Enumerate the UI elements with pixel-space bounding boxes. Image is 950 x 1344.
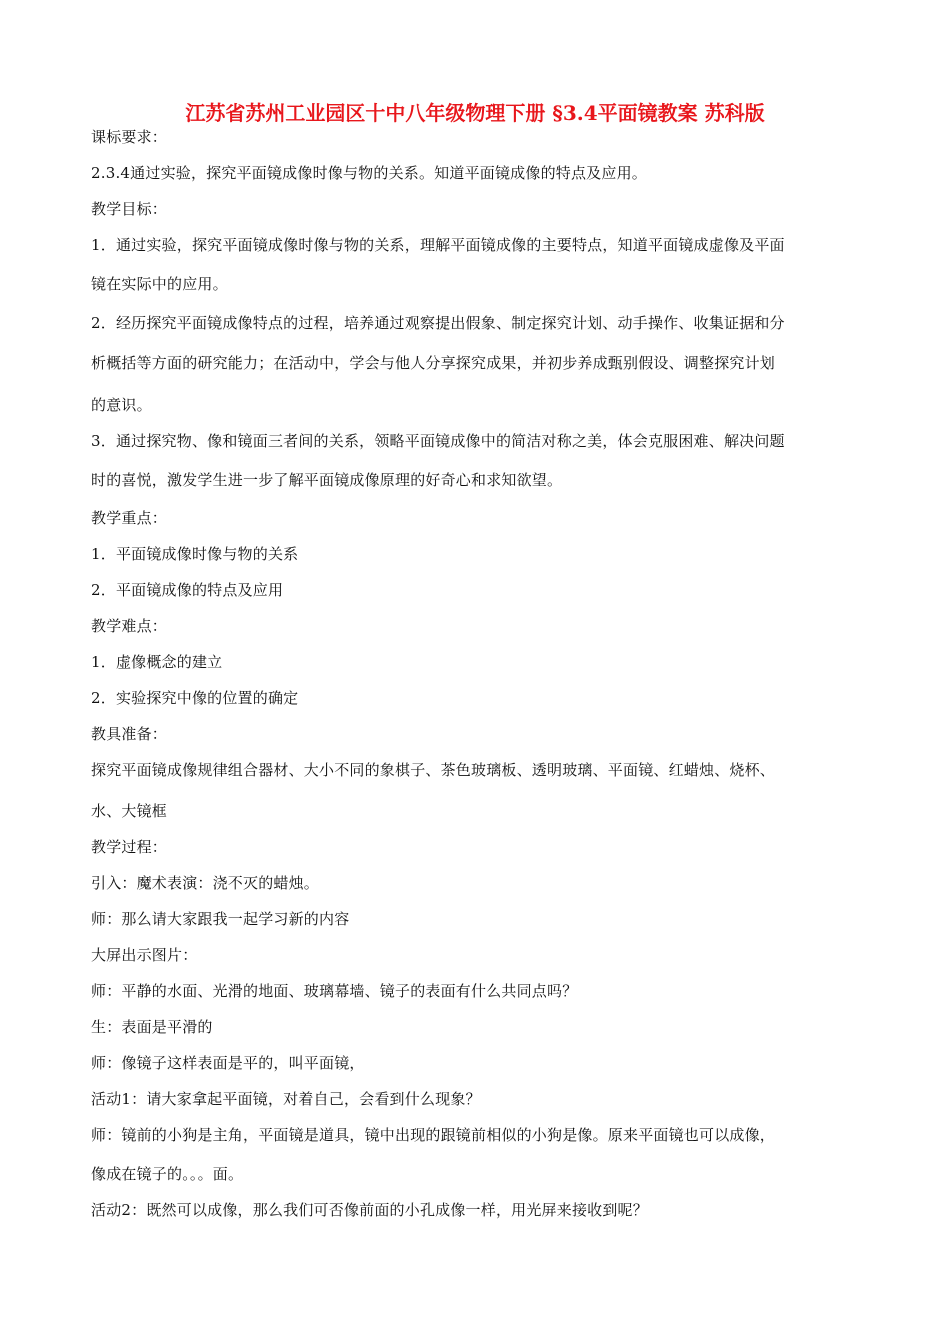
paragraph-line: 2．平面镜成像的特点及应用 [91, 581, 284, 599]
paragraph-line: 探究平面镜成像规律组合器材、大小不同的象棋子、茶色玻璃板、透明玻璃、平面镜、红蜡烛、烧杯、 [91, 761, 776, 779]
paragraph-line: 引入：魔术表演：浇不灭的蜡烛。 [91, 874, 320, 892]
section-heading-difficulties: 教学难点： [91, 617, 168, 635]
paragraph-line: 析概括等方面的研究能力；在活动中，学会与他人分享探究成果，并初步养成甄别假设、调整探究计划 [91, 354, 776, 372]
paragraph-line: 师：平静的水面、光滑的地面、玻璃幕墙、镜子的表面有什么共同点吗？ [91, 982, 578, 1000]
paragraph-line: 2.3.4通过实验，探究平面镜成像时像与物的关系。知道平面镜成像的特点及应用。 [91, 164, 647, 182]
section-heading-process: 教学过程： [91, 838, 168, 856]
paragraph-line: 大屏出示图片： [91, 946, 198, 964]
paragraph-line: 1．平面镜成像时像与物的关系 [91, 545, 299, 563]
paragraph-line: 3．通过探究物、像和镜面三者间的关系，领略平面镜成像中的简洁对称之美，体会克服困难、解决问题 [91, 432, 785, 450]
section-heading-curriculum: 课标要求： [91, 128, 168, 146]
paragraph-line: 的意识。 [91, 396, 152, 414]
paragraph-line: 水、大镜框 [91, 802, 168, 820]
paragraph-line: 像成在镜子的。。。面。 [91, 1165, 244, 1183]
paragraph-line: 2．实验探究中像的位置的确定 [91, 689, 299, 707]
section-heading-equipment: 教具准备： [91, 725, 168, 743]
document-title: 江苏省苏州工业园区十中八年级物理下册 §3.4平面镜教案 苏科版 [185, 101, 765, 125]
paragraph-line: 1．虚像概念的建立 [91, 653, 223, 671]
section-heading-objectives: 教学目标： [91, 200, 168, 218]
paragraph-line: 师：镜前的小狗是主角，平面镜是道具，镜中出现的跟镜前相似的小狗是像。原来平面镜也可以成像， [91, 1126, 776, 1144]
section-heading-key-points: 教学重点： [91, 509, 168, 527]
paragraph-line: 2．经历探究平面镜成像特点的过程，培养通过观察提出假象、制定探究计划、动手操作、收集证据和分 [91, 314, 785, 332]
paragraph-line: 师：那么请大家跟我一起学习新的内容 [91, 910, 350, 928]
paragraph-line: 师：像镜子这样表面是平的，叫平面镜， [91, 1054, 365, 1072]
paragraph-line: 生：表面是平滑的 [91, 1018, 213, 1036]
paragraph-line: 活动2：既然可以成像，那么我们可否像前面的小孔成像一样，用光屏来接收到呢？ [91, 1201, 648, 1219]
paragraph-line: 时的喜悦，激发学生进一步了解平面镜成像原理的好奇心和求知欲望。 [91, 471, 563, 489]
paragraph-line: 镜在实际中的应用。 [91, 275, 228, 293]
paragraph-line: 活动1：请大家拿起平面镜，对着自己，会看到什么现象？ [91, 1090, 481, 1108]
paragraph-line: 1．通过实验，探究平面镜成像时像与物的关系，理解平面镜成像的主要特点，知道平面镜成虚像及平面 [91, 236, 785, 254]
